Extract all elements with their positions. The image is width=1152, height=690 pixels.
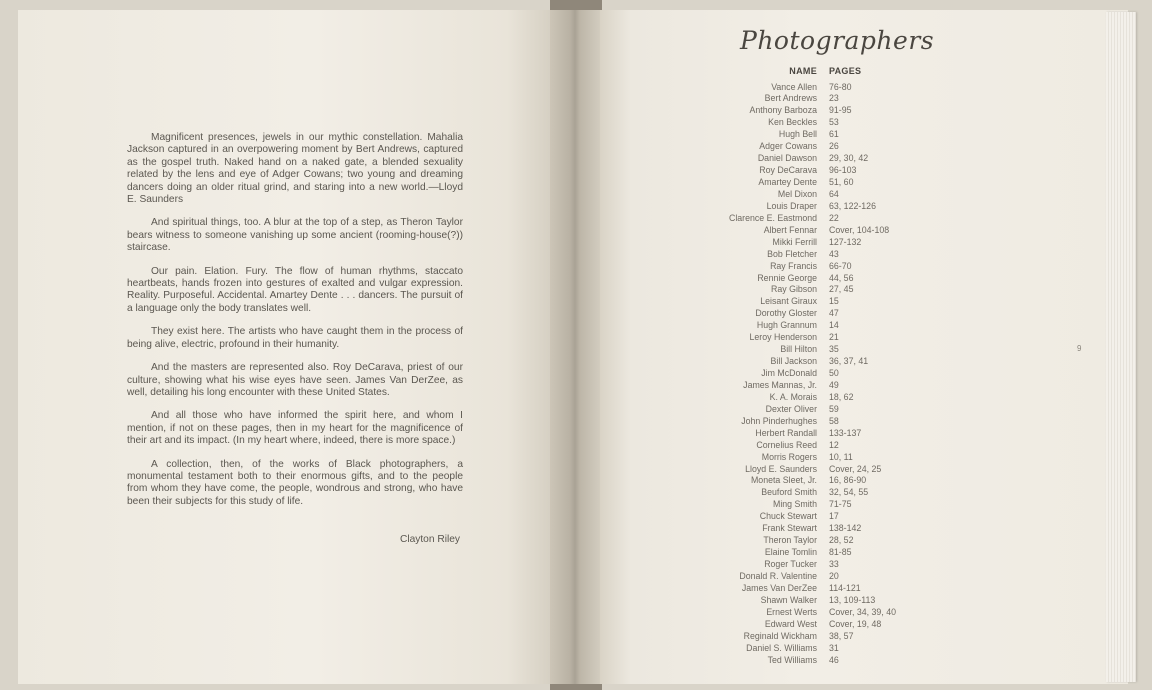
photographer-pages: 15 [829, 296, 839, 307]
photographer-pages: 50 [829, 368, 839, 378]
photographer-pages: Cover, 19, 48 [829, 618, 882, 629]
photographer-name: Mel Dixon [777, 188, 817, 199]
photographer-pages: 63, 122-126 [829, 200, 876, 211]
photographer-pages: 35 [829, 344, 839, 355]
photographer-name: Ray Francis [770, 260, 817, 271]
index-row [700, 273, 940, 285]
index-row [700, 583, 940, 595]
photographer-name: Lloyd E. Saunders [745, 463, 817, 474]
photographer-pages: 71-75 [829, 499, 852, 510]
index-row [700, 201, 940, 213]
photographer-name: Dexter Oliver [765, 403, 817, 414]
photographer-pages: 16, 86-90 [829, 475, 867, 486]
page-number: 9 [1077, 344, 1082, 353]
photographer-name: Beuford Smith [761, 487, 817, 498]
photographer-name: Dorothy Gloster [755, 308, 817, 319]
photographer-pages: 133-137 [829, 427, 862, 438]
index-row [700, 643, 940, 655]
photographer-name: James Mannas, Jr. [743, 379, 817, 390]
photographer-pages: 44, 56 [829, 272, 854, 283]
photographer-pages: 61 [829, 129, 839, 140]
photographer-pages: 31 [829, 642, 839, 653]
photographer-pages: 66-70 [829, 260, 852, 271]
photographer-name: Herbert Randall [755, 427, 817, 438]
pages-column-header: PAGES [829, 66, 862, 76]
spine-top [550, 0, 602, 10]
index-row [700, 619, 940, 631]
photographer-name: Ken Beckles [768, 117, 817, 128]
index-row [700, 368, 940, 380]
photographer-name: Hugh Bell [778, 129, 817, 140]
photographer-name: Ming Smith [773, 499, 817, 510]
photographer-pages: 33 [829, 559, 839, 569]
photographer-pages: 21 [829, 332, 839, 343]
essay-paragraph: And the masters are represented also. Roy DeCarava, priest of our culture, showing what his wise eyes have seen. James Van DerZee, as well, detailing his long encounter with these United States. [127, 362, 463, 398]
photographer-name: Reginald Wickham [743, 630, 817, 641]
photographer-name: Donald R. Valentine [739, 570, 817, 581]
index-row [700, 559, 940, 571]
essay-paragraph: And spiritual things, too. A blur at the top of a step, as Theron Taylor bears witness to someone vanishing up some ancient (rooming-house(?)) staircase. [127, 217, 463, 254]
photographer-name: Clarence E. Eastmond [728, 212, 817, 223]
index-row [700, 189, 940, 201]
photographer-name: Leroy Henderson [749, 332, 817, 343]
photographer-name: Roy DeCarava [759, 165, 817, 176]
photographer-pages: 51, 60 [829, 177, 854, 187]
index-row [700, 655, 940, 667]
photographer-pages: 29, 30, 42 [829, 153, 869, 164]
photographer-name: Adger Cowans [759, 141, 817, 152]
name-column-header: NAME [789, 66, 817, 76]
photographer-name: James Van DerZee [741, 582, 817, 593]
index-row [700, 392, 940, 404]
index-row [700, 523, 940, 535]
index-row [700, 571, 940, 583]
index-row [700, 284, 940, 296]
index-row [700, 404, 940, 416]
index-row [700, 320, 940, 332]
photographer-pages: 138-142 [829, 523, 862, 534]
photographer-pages: 59 [829, 403, 839, 414]
photographer-name: Mikki Ferrill [772, 236, 817, 247]
photographer-name: Roger Tucker [764, 559, 817, 569]
photographer-pages: 58 [829, 415, 839, 426]
index-row [700, 129, 940, 141]
essay-paragraph: Our pain. Elation. Fury. The flow of human rhythms, staccato heartbeats, hands frozen into gestures of exalted and vulgar expression. Reality. Purposeful. Accidental. Amartey Dente . . . dancers. The pursuit of a language only the body translates well. [127, 265, 463, 314]
index-row [700, 105, 940, 117]
index-row [700, 117, 940, 129]
photographer-pages: 10, 11 [829, 451, 853, 462]
index-row [700, 82, 940, 94]
index-row [700, 165, 940, 177]
photographer-name: Daniel Dawson [757, 153, 817, 164]
photographer-name: Bob Fletcher [767, 248, 817, 259]
book-gutter [550, 10, 600, 684]
index-row [700, 308, 940, 320]
page-edges [1106, 12, 1136, 682]
index-row [700, 452, 940, 464]
photographer-name: Hugh Grannum [756, 320, 817, 331]
photographer-pages: 32, 54, 55 [829, 487, 869, 498]
photographer-pages: Cover, 34, 39, 40 [829, 606, 896, 617]
index-row [700, 332, 940, 344]
photographer-name: Leisant Giraux [760, 296, 817, 307]
photographer-name: Albert Fennar [763, 224, 817, 235]
index-row [700, 511, 940, 523]
photographer-pages: 36, 37, 41 [829, 356, 869, 367]
photographer-pages: Cover, 104-108 [829, 224, 890, 235]
photographer-pages: 38, 57 [829, 630, 854, 641]
photographer-name: Shawn Walker [760, 594, 817, 605]
photographer-name: Morris Rogers [761, 451, 817, 462]
photographer-name: Rennie George [757, 272, 817, 283]
photographer-name: Vance Allen [771, 81, 817, 92]
photographer-pages: 43 [829, 248, 839, 259]
photographer-name: Daniel S. Williams [746, 642, 817, 653]
photographer-pages: 17 [829, 511, 839, 522]
index-row [700, 153, 940, 165]
essay-paragraph: They exist here. The artists who have caught them in the process of being alive, electric, profound in their humanity. [127, 326, 463, 350]
photographer-name: Cornelius Reed [756, 439, 817, 450]
photographer-pages: 91-95 [829, 105, 852, 116]
index-row [700, 416, 940, 428]
essay-paragraph: Magnificent presences, jewels in our mythic constellation. Mahalia Jackson captured in an overpowering moment by Bert Andrews, captured as the gospel truth. Naked hand on a naked gate, a blended sexuality related by the lens and eye of Adger Cowans; two young and dreaming dancers doing an older ritual grind, and staring into a new world.—Lloyd E. Saunders [127, 132, 463, 206]
photographer-pages: Cover, 24, 25 [829, 463, 882, 474]
essay-paragraph: And all those who have informed the spirit here, and whom I mention, if not on these pages, then in my heart for the magnificence of their art and its impact. (In my heart where, indeed, there is more space.) [127, 410, 463, 447]
index-row [700, 296, 940, 308]
photographer-pages: 13, 109-113 [829, 594, 876, 605]
photographer-pages: 23 [829, 93, 839, 104]
photographer-pages: 64 [829, 188, 839, 199]
index-row [700, 237, 940, 249]
spine-bottom [550, 684, 602, 690]
photographer-name: Bill Jackson [770, 356, 817, 367]
index-row [700, 225, 940, 237]
index-row [700, 499, 940, 511]
photographer-pages: 96-103 [829, 165, 857, 176]
index-row [700, 595, 940, 607]
photographer-pages: 114-121 [829, 582, 861, 593]
photographer-pages: 127-132 [829, 236, 862, 247]
photographer-name: Anthony Barboza [749, 105, 817, 116]
photographer-pages: 14 [829, 320, 839, 331]
photographer-name: Bill Hilton [780, 344, 817, 355]
photographer-name: Elaine Tomlin [764, 547, 817, 558]
photographer-name: Frank Stewart [762, 523, 817, 534]
photographer-name: Ray Gibson [771, 284, 817, 295]
photographer-name: John Pinderhughes [741, 415, 817, 426]
photographer-name: Louis Draper [766, 200, 817, 211]
photographer-name: Bert Andrews [764, 93, 817, 104]
photographer-name: Amartey Dente [758, 177, 817, 187]
photographer-index-list [700, 82, 940, 667]
photographer-name: Moneta Sleet, Jr. [750, 475, 817, 486]
index-row [700, 177, 940, 189]
photographer-name: Chuck Stewart [759, 511, 817, 522]
index-row [700, 607, 940, 619]
photographer-pages: 49 [829, 379, 839, 390]
photographer-name: Jim McDonald [761, 368, 817, 378]
index-row [700, 475, 940, 487]
index-row [700, 344, 940, 356]
index-row [700, 261, 940, 273]
index-row [700, 631, 940, 643]
index-row [700, 249, 940, 261]
photographer-pages: 22 [829, 212, 839, 223]
index-row [700, 440, 940, 452]
index-row [700, 464, 940, 476]
photographer-pages: 81-85 [829, 547, 852, 558]
photographer-name: Ernest Werts [766, 606, 817, 617]
index-row [700, 547, 940, 559]
photographer-pages: 28, 52 [829, 535, 854, 546]
essay-text [127, 132, 463, 519]
photographer-pages: 26 [829, 141, 839, 152]
photographer-pages: 76-80 [829, 81, 852, 92]
photographer-pages: 18, 62 [829, 391, 854, 402]
index-row [700, 380, 940, 392]
index-row [700, 213, 940, 225]
index-row [700, 356, 940, 368]
index-title: Photographers [740, 26, 935, 55]
photographer-pages: 53 [829, 117, 839, 128]
photographer-pages: 12 [829, 439, 839, 450]
index-row [700, 487, 940, 499]
index-row [700, 141, 940, 153]
index-row [700, 93, 940, 105]
essay-paragraph: A collection, then, of the works of Black photographers, a monumental testament both to their enormous gifts, and to the people from whom they have come, the people, wondrous and strong, who have been their subjects for this study of life. [127, 458, 463, 507]
photographer-name: K. A. Morais [769, 391, 817, 402]
essay-author: Clayton Riley [399, 534, 460, 545]
photographer-pages: 27, 45 [829, 284, 854, 295]
index-row [700, 535, 940, 547]
photographer-pages: 47 [829, 308, 839, 319]
index-row [700, 428, 940, 440]
photographer-name: Edward West [764, 618, 817, 629]
photographer-pages: 46 [829, 654, 839, 665]
photographer-pages: 20 [829, 570, 839, 581]
photographer-name: Theron Taylor [763, 535, 817, 546]
photographer-name: Ted Williams [767, 654, 817, 665]
